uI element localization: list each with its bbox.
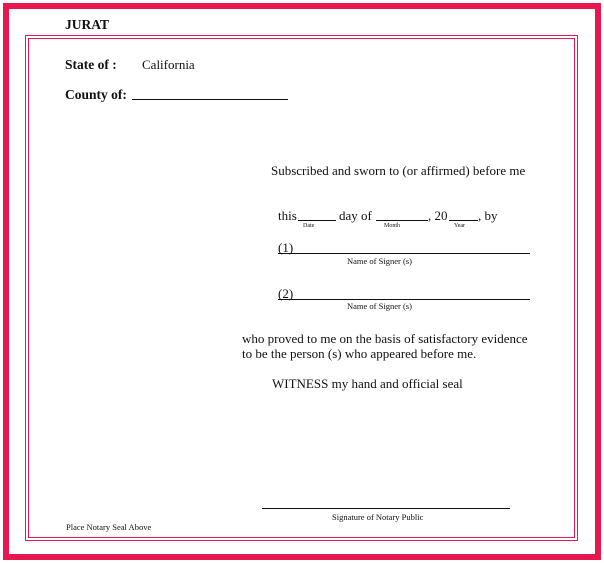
date-field-line[interactable] xyxy=(298,220,336,221)
year-field-line[interactable] xyxy=(449,220,478,221)
day-of-text: day of xyxy=(339,208,372,223)
year-caption: Year xyxy=(454,223,466,229)
county-label: County of: xyxy=(65,87,127,102)
date-caption: Date xyxy=(303,223,315,229)
state-label: State of : xyxy=(65,57,117,72)
signer2-caption: Name of Signer (s) xyxy=(347,301,412,311)
month-caption: Month xyxy=(384,223,401,229)
witness-text: WITNESS my hand and official seal xyxy=(272,376,463,391)
signer1-field-line[interactable] xyxy=(278,253,530,254)
notary-signature-caption: Signature of Notary Public xyxy=(332,512,424,522)
signer1-number: (1) xyxy=(278,240,294,255)
subscribed-text: Subscribed and sworn to (or affirmed) before me xyxy=(271,163,526,178)
month-field-line[interactable] xyxy=(376,220,428,221)
twenty-text: , 20 xyxy=(428,208,448,223)
signer1-caption: Name of Signer (s) xyxy=(347,256,412,266)
signer2-number: (2) xyxy=(278,286,294,301)
notary-signature-line[interactable] xyxy=(262,508,510,509)
proved-line-1: who proved to me on the basis of satisfactory evidence xyxy=(242,331,528,346)
signer2-field-line[interactable] xyxy=(278,299,530,300)
proved-line-2: to be the person (s) who appeared before me. xyxy=(242,346,477,361)
state-value: California xyxy=(142,57,195,72)
inner-border xyxy=(25,35,578,541)
this-text: this xyxy=(278,208,297,223)
by-text: , by xyxy=(478,208,498,223)
document-title: JURAT xyxy=(65,17,110,32)
seal-note: Place Notary Seal Above xyxy=(66,522,152,532)
county-field-line[interactable] xyxy=(132,99,288,100)
